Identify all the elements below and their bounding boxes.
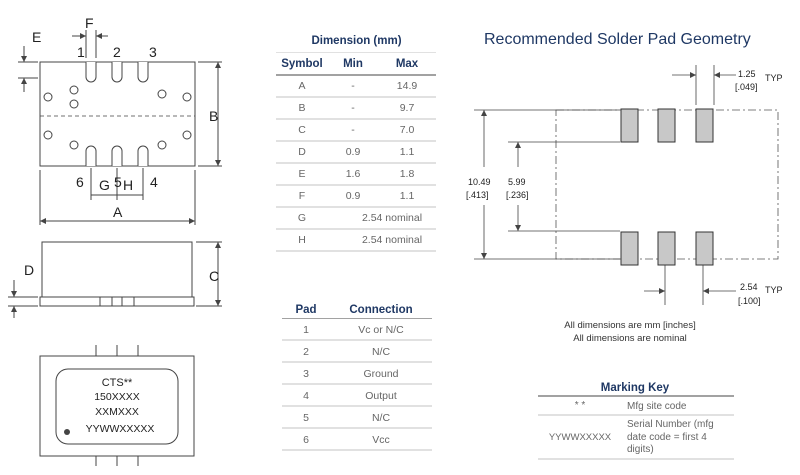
marking-key-code-2: YYWWXXXXX (548, 432, 612, 443)
label-pin-2: 2 (113, 44, 121, 60)
table-row: G 2.54 nominal (297, 212, 423, 224)
solder-pad-1 (696, 109, 713, 142)
marking-key-desc-2: Serial Number (mfg date code = first 4 digits) (627, 419, 714, 455)
solder-pad-drawing (460, 55, 800, 315)
label-pin-1: 1 (77, 44, 85, 60)
table-row: 6 Vcc (303, 434, 390, 446)
dim-5-99-in: [.236] (506, 190, 529, 200)
solder-pads (621, 109, 713, 265)
solder-pad-6 (696, 232, 713, 265)
table-row: 2 N/C (303, 346, 391, 358)
pad-table (282, 300, 432, 451)
label-pin-5: 5 (114, 174, 122, 190)
dim-header-max: Max (395, 58, 419, 70)
label-F: F (85, 15, 94, 31)
label-H: H (123, 177, 134, 193)
table-row: A - 14.9 (298, 80, 418, 92)
label-G: G (99, 177, 110, 193)
table-row: C - 7.0 (298, 124, 415, 136)
dim-2-54: 2.54 (740, 282, 758, 292)
dim-typ-1: TYP (765, 73, 783, 83)
solder-pad-3 (621, 109, 638, 142)
solder-pad-2 (658, 109, 675, 142)
dim-typ-2: TYP (765, 285, 783, 295)
marking-key-code-1: * * (574, 400, 586, 411)
solder-pad-5 (658, 232, 675, 265)
package-drawing (0, 0, 260, 475)
dimension-table (276, 53, 436, 251)
dim-10-49: 10.49 (468, 177, 491, 187)
table-row: E 1.6 1.8 (298, 168, 415, 180)
pad-header-pad: Pad (295, 303, 317, 316)
marking-line-2: 150XXXX (94, 391, 140, 403)
label-pin-4: 4 (150, 174, 158, 190)
marking-key-title: Marking Key (600, 382, 670, 394)
solder-pad-title: Recommended Solder Pad Geometry (484, 31, 751, 48)
label-pin-6: 6 (76, 174, 84, 190)
table-row: F 0.9 1.1 (298, 190, 415, 202)
dim-5-99: 5.99 (508, 177, 526, 187)
dim-1-25: 1.25 (738, 69, 756, 79)
label-E: E (32, 29, 42, 45)
note-units: All dimensions are mm [inches] (564, 320, 696, 331)
marking-key-desc-1: Mfg site code (627, 401, 687, 412)
label-C: C (209, 268, 220, 284)
marking-line-1: CTS** (101, 377, 133, 389)
table-row: 4 Output (303, 390, 397, 402)
table-row: H 2.54 nominal (298, 234, 423, 246)
dim-header-min: Min (343, 58, 363, 70)
table-row: 3 Ground (303, 368, 399, 380)
label-B: B (209, 108, 219, 124)
label-A: A (113, 204, 123, 220)
table-row: D 0.9 1.1 (298, 146, 415, 158)
dim-header-symbol: Symbol (281, 58, 323, 70)
table-row: 1 Vc or N/C (303, 324, 404, 336)
side-view-body (42, 242, 192, 297)
table-row: B - 9.7 (298, 102, 415, 114)
note-nominal: All dimensions are nominal (573, 333, 687, 344)
dimension-table-caption: Dimension (mm) (311, 35, 402, 47)
dim-1-25-in: [.049] (735, 82, 758, 92)
table-row: 5 N/C (303, 412, 391, 424)
marking-line-4: YYWWXXXXX (85, 423, 155, 435)
label-D: D (24, 262, 35, 278)
solder-pad-4 (621, 232, 638, 265)
pad-header-connection: Connection (349, 303, 413, 316)
label-pin-3: 3 (149, 44, 157, 60)
marking-line-3: XXMXXX (95, 406, 139, 418)
dim-10-49-in: [.413] (466, 190, 489, 200)
dim-2-54-in: [.100] (738, 296, 761, 306)
